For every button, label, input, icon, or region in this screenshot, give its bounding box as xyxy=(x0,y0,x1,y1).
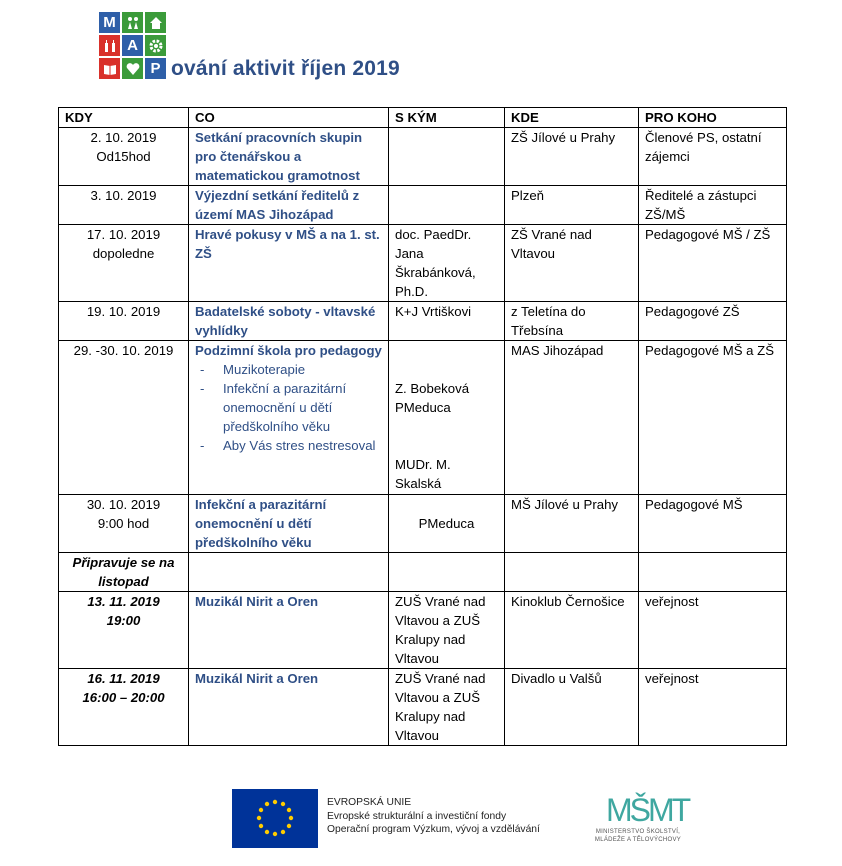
cell-kde: z Teletína do Třebsína xyxy=(505,302,639,341)
cell-pro-koho: Členové PS, ostatní zájemci xyxy=(639,128,787,186)
msmt-caption: MINISTERSTVO ŠKOLSTVÍ, MLÁDEŽE A TĚLOVÝCHOVY xyxy=(594,829,682,843)
cell-kdy: 2. 10. 2019 Od15hod xyxy=(59,128,189,186)
table-header-row xyxy=(59,108,787,128)
header-s-kym: S KÝM xyxy=(389,108,505,128)
cell-co xyxy=(189,553,389,592)
logo-cell-heart-icon xyxy=(122,58,143,79)
cell-kdy: 19. 10. 2019 xyxy=(59,302,189,341)
cell-kde: ZŠ Vrané nad Vltavou xyxy=(505,225,639,302)
table-row xyxy=(59,186,787,225)
cell-kdy: 13. 11. 2019 19:00 xyxy=(59,592,189,669)
speaker-name: MUDr. M. Skalská xyxy=(395,457,451,491)
logo-cell-m: M xyxy=(99,12,120,33)
logo-cell-book-icon xyxy=(99,58,120,79)
cell-kdy: 30. 10. 2019 9:00 hod xyxy=(59,495,189,553)
table-row xyxy=(59,553,787,592)
event-title: Podzimní škola pro pedagogy xyxy=(195,343,382,358)
table-row xyxy=(59,495,787,553)
msmt-logo-mark: MŠMT xyxy=(606,792,689,828)
logo-cell-house-icon xyxy=(145,12,166,33)
list-item: - Aby Vás stres nestresoval xyxy=(195,436,382,455)
cell-pro-koho: veřejnost xyxy=(639,669,787,746)
speaker-name: PMeduca xyxy=(395,400,451,415)
cell-pro-koho: Ředitelé a zástupci ZŠ/MŠ xyxy=(639,186,787,225)
cell-pro-koho: Pedagogové MŠ xyxy=(639,495,787,553)
cell-s-kym xyxy=(389,186,505,225)
cell-s-kym xyxy=(389,128,505,186)
cell-co: Badatelské soboty - vltavské vyhlídky xyxy=(189,302,389,341)
table-row xyxy=(59,225,787,302)
sub-event-list xyxy=(195,360,382,455)
cell-s-kym: ZUŠ Vrané nad Vltavou a ZUŠ Kralupy nad Vltavou xyxy=(389,669,505,746)
logo-cell-bottles-icon xyxy=(99,35,120,56)
header-kde: KDE xyxy=(505,108,639,128)
header-kdy: KDY xyxy=(59,108,189,128)
cell-kde xyxy=(505,553,639,592)
header-pro-koho: PRO KOHO xyxy=(639,108,787,128)
list-item: - Infekční a parazitární onemocnění u dětí předškolního věku xyxy=(195,379,382,436)
cell-co: Infekční a parazitární onemocnění u dětí předškolního věku xyxy=(189,495,389,553)
cell-s-kym xyxy=(389,341,505,495)
cell-kdy: 17. 10. 2019 dopoledne xyxy=(59,225,189,302)
logo-cell-p: P xyxy=(145,58,166,79)
cell-co: Výjezdní setkání ředitelů z území MAS Jihozápad xyxy=(189,186,389,225)
cell-kde: Divadlo u Valšů xyxy=(505,669,639,746)
cell-pro-koho: Pedagogové ZŠ xyxy=(639,302,787,341)
eu-line: EVROPSKÁ UNIE xyxy=(327,797,412,808)
cell-co: Setkání pracovních skupin pro čtenářskou a matematickou gramotnost xyxy=(189,128,389,186)
logo-cell-people-icon xyxy=(122,12,143,33)
cell-s-kym: K+J Vrtiškovi xyxy=(389,302,505,341)
cell-co xyxy=(189,341,389,495)
list-item: - Muzikoterapie xyxy=(195,360,382,379)
table-row xyxy=(59,128,787,186)
eu-flag-icon xyxy=(232,789,318,848)
header-co: CO xyxy=(189,108,389,128)
cell-kdy: 29. -30. 10. 2019 xyxy=(59,341,189,495)
cell-s-kym: ZUŠ Vrané nad Vltavou a ZUŠ Kralupy nad Vltavou xyxy=(389,592,505,669)
schedule-table xyxy=(58,107,787,746)
cell-pro-koho xyxy=(639,553,787,592)
cell-pro-koho: Pedagogové MŠ / ZŠ xyxy=(639,225,787,302)
cell-kde: Plzeň xyxy=(505,186,639,225)
page-title: ování aktivit říjen 2019 xyxy=(171,57,400,80)
table-row xyxy=(59,302,787,341)
cell-kde: MAS Jihozápad xyxy=(505,341,639,495)
cell-s-kym: PMeduca xyxy=(389,495,505,553)
map-logo xyxy=(99,12,167,78)
logo-cell-a: A xyxy=(122,35,143,56)
logo-cell-gear-icon xyxy=(145,35,166,56)
cell-pro-koho: Pedagogové MŠ a ZŠ xyxy=(639,341,787,495)
cell-kde: ZŠ Jílové u Prahy xyxy=(505,128,639,186)
table-row xyxy=(59,341,787,495)
speaker-name: Z. Bobeková xyxy=(395,381,470,396)
cell-kde: MŠ Jílové u Prahy xyxy=(505,495,639,553)
eu-line: Evropské strukturální a investiční fondy xyxy=(327,810,507,822)
cell-s-kym: doc. PaedDr. Jana Škrabánková, Ph.D. xyxy=(389,225,505,302)
cell-kde: Kinoklub Černošice xyxy=(505,592,639,669)
cell-s-kym xyxy=(389,553,505,592)
table-row xyxy=(59,592,787,669)
cell-co: Hravé pokusy v MŠ a na 1. st. ZŠ xyxy=(189,225,389,302)
eu-line: Operační program Výzkum, vývoj a vzdělávání xyxy=(327,824,540,835)
cell-co: Muzikál Nirit a Oren xyxy=(189,669,389,746)
cell-pro-koho: veřejnost xyxy=(639,592,787,669)
eu-stars-icon xyxy=(232,789,318,848)
msmt-logo xyxy=(578,792,708,852)
cell-kdy: 3. 10. 2019 xyxy=(59,186,189,225)
cell-kdy: 16. 11. 2019 16:00 – 20:00 xyxy=(59,669,189,746)
cell-co: Muzikál Nirit a Oren xyxy=(189,592,389,669)
eu-funding-text xyxy=(327,796,540,837)
cell-kdy: Připravuje se na listopad xyxy=(59,553,189,592)
table-row xyxy=(59,669,787,746)
